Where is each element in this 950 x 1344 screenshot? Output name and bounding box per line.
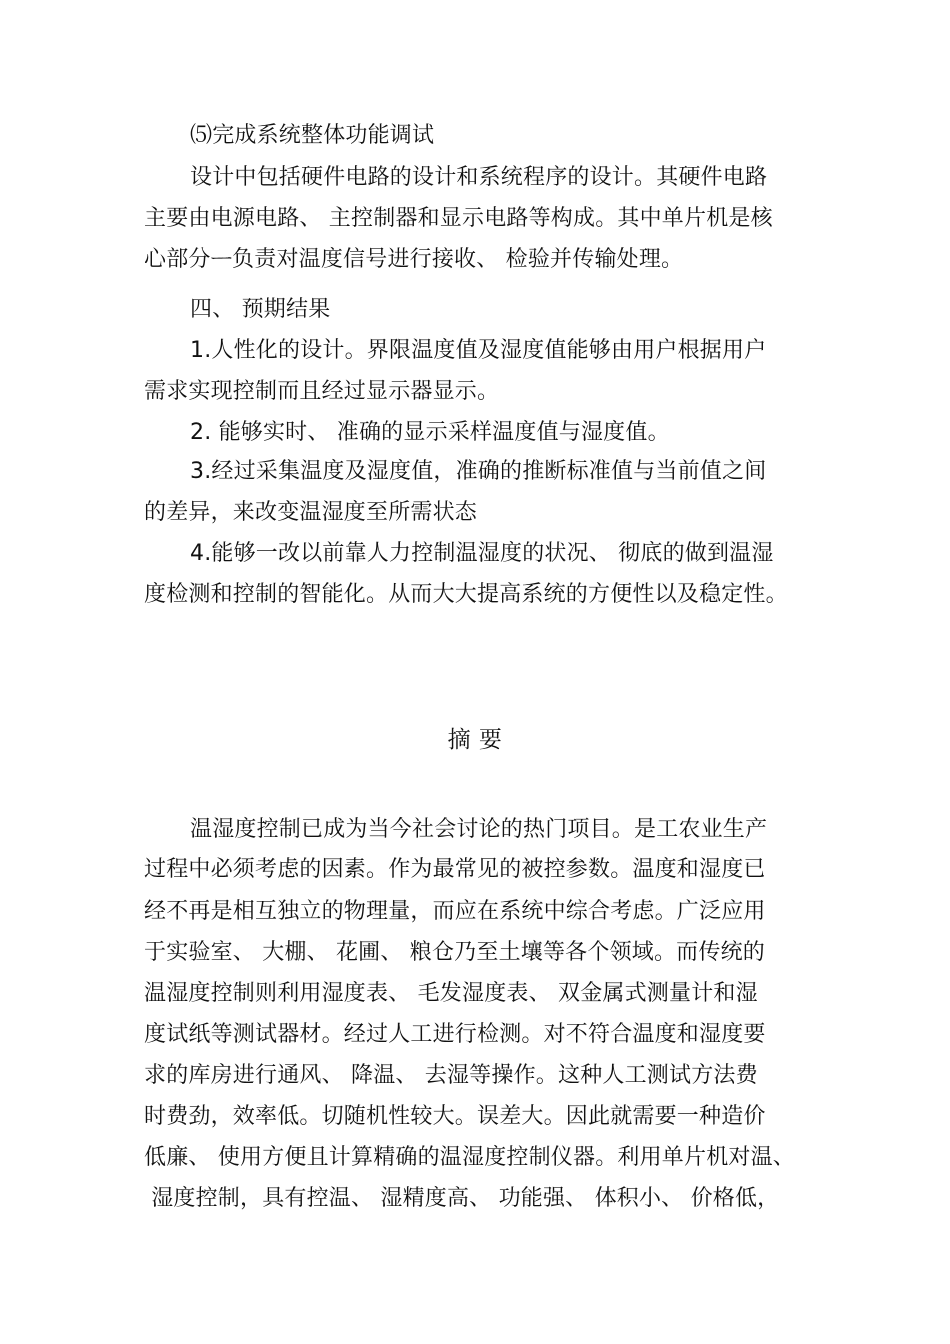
- text-line-result-2: 2. 能够实时、 准确的显示采样温度值与湿度值。: [190, 420, 670, 445]
- abstract-line-6: 度试纸等测试器材。经过人工进行检测。对不符合温度和湿度要: [144, 1022, 766, 1047]
- text-line-result-3b: 的差异，来改变温湿度至所需状态: [144, 500, 478, 525]
- section-heading-expected-results: 四、 预期结果: [190, 297, 331, 322]
- text-line-result-4b: 度检测和控制的智能化。从而大大提高系统的方便性以及稳定性。: [144, 582, 788, 607]
- text-line-hardware: 主要由电源电路、 主控制器和显示电路等构成。其中单片机是核: [144, 206, 773, 231]
- abstract-line-9: 低廉、 使用方便且计算精确的温湿度控制仪器。利用单片机对温、: [144, 1145, 795, 1170]
- abstract-line-7: 求的库房进行通风、 降温、 去湿等操作。这种人工测试方法费: [144, 1063, 758, 1088]
- text-line-step-5: ⑸完成系统整体功能调试: [190, 123, 435, 148]
- abstract-line-5: 温湿度控制则利用湿度表、 毛发湿度表、 双金属式测量计和湿: [144, 981, 758, 1006]
- abstract-line-10: 湿度控制，具有控温、 湿精度高、 功能强、 体积小、 价格低，: [144, 1186, 780, 1211]
- text-line-result-3a: 3.经过采集温度及湿度值，准确的推断标准值与当前值之间: [190, 459, 767, 484]
- abstract-line-4: 于实验室、 大棚、 花圃、 粮仓乃至土壤等各个领域。而传统的: [144, 940, 765, 965]
- abstract-line-8: 时费劲，效率低。切随机性较大。误差大。因此就需要一种造价: [144, 1104, 766, 1129]
- text-line-result-4a: 4.能够一改以前靠人力控制温湿度的状况、 彻底的做到温湿: [190, 541, 774, 566]
- text-line-mcu-core: 心部分ᅳ负责对温度信号进行接收、 检验并传输处理。: [144, 247, 684, 272]
- abstract-line-2: 过程中必须考虑的因素。作为最常见的被控参数。温度和湿度已: [144, 857, 766, 882]
- text-line-result-1a: 1.人性化的设计。界限温度值及湿度值能够由用户根据用户: [190, 338, 767, 363]
- abstract-line-3: 经不再是相互独立的物理量，而应在系统中综合考虑。广泛应用: [144, 899, 766, 924]
- abstract-title: 摘 要: [447, 727, 503, 753]
- text-line-result-1b: 需求实现控制而且经过显示器显示。: [144, 379, 500, 404]
- text-line-design-intro: 设计中包括硬件电路的设计和系统程序的设计。其硬件电路: [190, 165, 768, 190]
- abstract-line-1: 温湿度控制已成为当今社会讨论的热门项目。是工农业生产: [190, 817, 768, 842]
